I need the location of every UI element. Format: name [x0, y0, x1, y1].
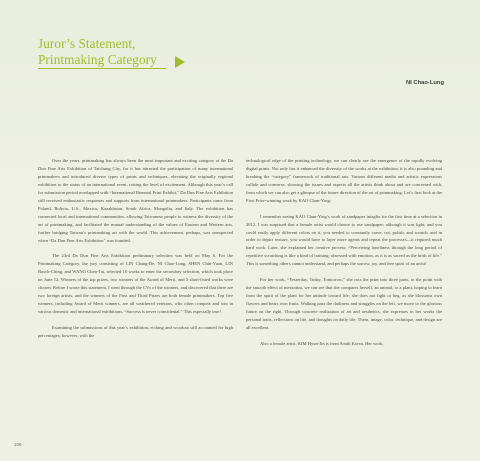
title-underline	[38, 68, 166, 69]
play-arrow-icon	[175, 56, 185, 68]
paragraph: technological edge of the printing technology, we can clearly see the emergence of the rapidly evolving digital prints. Not only has it enhanced the diversity of the works at the exhibition, it is also pounding and breaking the “category” framework of traditional arts. Various different media and artistic expressions collide and converse, showing the issues and aspects all the artists think about and are concerned with, from which we can also get a glimpse of the future direction of the art of printmaking. Let’s first look at the First Prize-winning work by KAO Chun-Ying:	[246, 158, 442, 203]
paragraph: Over the years, printmaking has always been the most important and exciting category at the Da Dun Fine Arts Exhibition of Taichung City, for it has attracted the participation of many international printmakers and introduced diverse types of prints and techniques, elevating the originally regional exhibition to the status of an international event, raising the level of excitement. Although this year’s call for submission period overlapped with “International Biennial Print Exhibit,” Da Dun Fine Arts Exhibition still received enthusiastic responses and supports from international printmakers. Participants came from Poland, Bolivia, U.S., Mexico, Kazakhstan, South Africa, Mongolia, and Italy. The exhibition has connected local and international communities, allowing Taiwanese people to witness the diversity of the art of printmaking, and facilitated the mutual understanding of the values of Eastern and Western arts, further bridging Taiwan’s printmaking art with the world. This achievement, perhaps, was unexpected when “Da Dun Fine Arts Exhibition” was founded.	[38, 158, 233, 243]
paragraph: For her work, “Yesterday, Today, Tomorrow,” she cuts the print into three parts, to the point with the smooth effect of mezzotint, we can see that she compares herself, an animal, to a plant, hoping to learn from the spirit of the plant for her attitude toward life; she does not fight or beg, as she blossoms own flowers and bears own fruits. Walking pass the darkness and struggles on the left, we move to the glorious future on the right. Through concrete realization of art and aesthetics, she expresses in her works the personal traits, reflections on life, and thoughts on daily life. Them, image, color, technique, and design are all excellent.	[246, 277, 442, 330]
paragraph: Also a female artist, KIM Hyun-Jin is from South Korea. Her work,	[260, 340, 384, 346]
page-number: 106	[14, 442, 22, 447]
left-column	[38, 157, 233, 340]
right-column	[246, 157, 442, 348]
page-title	[38, 36, 157, 68]
title-line-1: Juror’s Statement,	[38, 36, 136, 51]
paragraph: The 23rd Da Dun Fine Arts Exhibition preliminary selection was held on May 6. For the Printmaking Category, the jury consisting of LIN Chang-De, NI Chao-Lung, SHEN Chin-Yuan, LIN Bosch-Ching, and WANG Chen-Tai, selected 10 works to enter the secondary selection, which took place on June 12. Winners of the top prizes, two winners of the Award of Merit, and 5 short-listed works were chosen. Before I wrote this statement, I went through the CVs of the winners, and discovered that there are two foreign artists, and the winners of the First and Third Prizes are both female printmakers. Top five winners, including Award of Merit winners, are all weathered veterans, who often compete and win in various domestic and international exhibitions. “Success is never coincidental.” This especially true!	[38, 253, 233, 315]
paragraph: Examining the submissions of this year’s exhibition, etching and woodcut still accounted for high percentages; however, with the	[38, 324, 233, 338]
title-line-2: Printmaking Category	[38, 52, 157, 67]
paragraph: I remember seeing KAO Chun-Ying’s work of sandpaper intaglio for the first time at a selection in 2012. I was surprised that a female artist would choose to use sandpaper; although it was light, and you could easily apply different colors on it, you needed to constantly carve, cut, polish, and scratch, and in order to depict texture, you would have to layer more agents and repeat the processes—it required much hard work. Later, she explained her creative process: “Perceiving loneliness through the long period of repetitive scratching is like a kind of training; obsessed with emotion, as it is as sacred as the birth of life.” This is something others cannot understand, and perhaps the sorrow, joy, and free spirit of an artist!	[246, 213, 442, 267]
author-name: NI Chao-Lung	[406, 80, 444, 86]
